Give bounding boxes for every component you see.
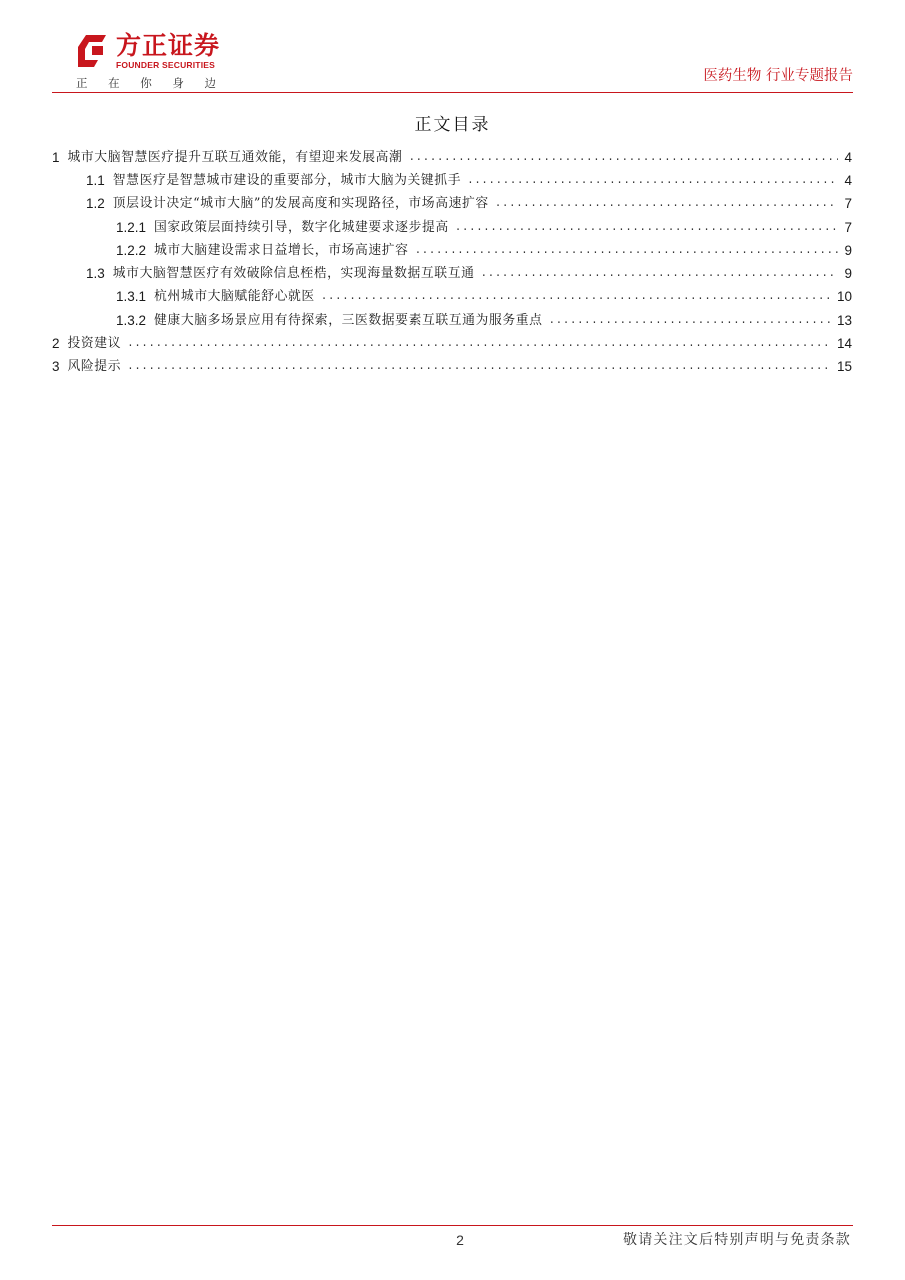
brand-name-en: FOUNDER SECURITIES <box>116 60 215 70</box>
toc-dot-leader <box>549 313 831 329</box>
toc-entry-page: 9 <box>844 266 852 282</box>
toc-entry-number: 3 <box>52 359 60 375</box>
disclaimer-link: 敬请关注文后特别声明与免责条款 <box>623 1232 851 1248</box>
toc-entry[interactable] <box>52 356 852 379</box>
slogan-char: 你 <box>140 76 152 90</box>
toc-entry-number: 1.3.1 <box>116 289 147 305</box>
toc-entry-text: 城市大脑建设需求日益增长，市场高速扩容 <box>154 242 409 258</box>
toc-entry[interactable] <box>52 286 852 309</box>
toc-dot-leader <box>321 289 831 305</box>
toc-entry-text: 智慧医疗是智慧城市建设的重要部分，城市大脑为关键抓手 <box>112 172 462 188</box>
toc-entry-number: 1.2.1 <box>116 219 147 235</box>
toc-entry-page: 10 <box>836 289 852 305</box>
toc-entry-page: 15 <box>836 359 852 375</box>
slogan-char: 在 <box>108 76 120 90</box>
toc-entry-number: 1.3.2 <box>116 312 147 328</box>
toc-entry-page: 4 <box>844 149 852 165</box>
toc-dot-leader <box>455 220 839 236</box>
toc-dot-leader <box>415 243 839 259</box>
brand-name-cn: 方正证券 <box>116 31 221 60</box>
header-divider <box>52 92 853 93</box>
toc-dot-leader <box>408 150 838 166</box>
toc-dot-leader <box>481 266 839 282</box>
toc-title: 正文目录 <box>414 115 491 135</box>
toc-dot-leader <box>127 359 831 375</box>
toc-entry-text: 投资建议 <box>67 336 122 352</box>
toc-entry[interactable] <box>52 193 852 216</box>
toc-entry-text: 城市大脑智慧医疗提升互联互通效能，有望迎来发展高潮 <box>67 149 403 165</box>
toc-entry-text: 国家政策层面持续引导，数字化城建要求逐步提高 <box>154 219 449 235</box>
toc-entry-page: 13 <box>836 312 852 328</box>
toc-entry-page: 7 <box>844 196 852 212</box>
slogan-char: 边 <box>204 76 216 90</box>
toc-entry[interactable] <box>52 309 852 332</box>
slogan-char: 身 <box>172 76 184 90</box>
toc-dot-leader <box>495 196 839 212</box>
toc-entry-number: 1.2 <box>86 196 105 212</box>
toc-entry[interactable] <box>52 239 852 262</box>
toc-entry[interactable] <box>52 332 852 355</box>
toc-entry-page: 4 <box>844 172 852 188</box>
toc-entry[interactable] <box>52 146 852 169</box>
toc-entry-page: 14 <box>836 336 852 352</box>
toc-entry-number: 1.2.2 <box>116 242 147 258</box>
footer-divider <box>52 1225 853 1226</box>
slogan <box>76 76 216 90</box>
page-header <box>0 0 905 100</box>
toc-dot-leader <box>127 336 831 352</box>
toc-entry[interactable] <box>52 262 852 285</box>
toc-entry[interactable] <box>52 216 852 239</box>
toc-entry-number: 1 <box>52 149 60 165</box>
table-of-contents <box>52 146 852 379</box>
toc-entry-number: 2 <box>52 336 60 352</box>
toc-entry-number: 1.1 <box>86 172 105 188</box>
page-number: 2 <box>456 1232 464 1248</box>
founder-logo-icon <box>76 33 108 69</box>
toc-entry-text: 顶层设计决定“城市大脑”的发展高度和实现路径，市场高速扩容 <box>112 196 489 212</box>
toc-entry-text: 杭州城市大脑赋能舒心就医 <box>154 289 315 305</box>
toc-entry-text: 风险提示 <box>67 359 122 375</box>
toc-entry-text: 城市大脑智慧医疗有效破除信息桎梏，实现海量数据互联互通 <box>112 266 475 282</box>
toc-entry-number: 1.3 <box>86 266 105 282</box>
toc-entry[interactable] <box>52 169 852 192</box>
toc-dot-leader <box>467 173 838 189</box>
slogan-char: 正 <box>76 76 88 90</box>
toc-entry-page: 9 <box>844 242 852 258</box>
toc-entry-page: 7 <box>844 219 852 235</box>
toc-entry-text: 健康大脑多场景应用有待探索，三医数据要素互联互通为服务重点 <box>154 312 543 328</box>
report-category: 医药生物 行业专题报告 <box>703 68 853 84</box>
